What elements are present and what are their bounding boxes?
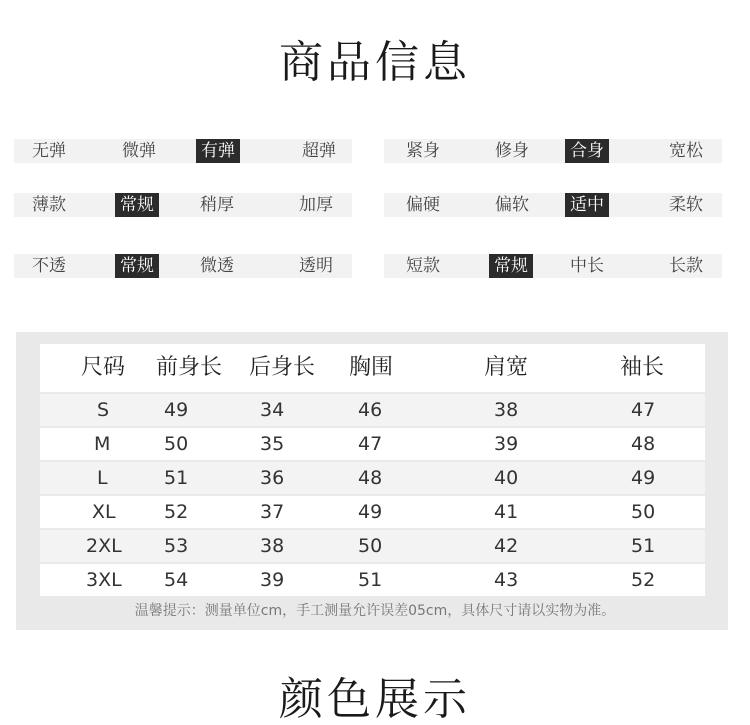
table-row [40, 462, 705, 494]
cell-sleeve: 47 [631, 399, 656, 421]
attr-option: 稍厚 [200, 195, 234, 215]
cell-sleeve: 49 [631, 467, 656, 489]
cell-sleeve: 52 [631, 569, 656, 591]
attr-option: 紧身 [406, 141, 440, 161]
cell-chest: 48 [358, 467, 383, 489]
cell-back-length: 36 [260, 467, 285, 489]
attr-option: 宽松 [669, 141, 703, 161]
attr-option: 薄款 [32, 195, 66, 215]
cell-shoulder: 40 [494, 467, 519, 489]
cell-chest: 51 [358, 569, 383, 591]
table-row [40, 394, 705, 426]
table-row [40, 564, 705, 596]
cell-back-length: 34 [260, 399, 285, 421]
cell-back-length: 39 [260, 569, 285, 591]
cell-shoulder: 38 [494, 399, 519, 421]
cell-size: M [94, 433, 111, 455]
header-shoulder: 肩宽 [484, 355, 529, 380]
table-row [40, 428, 705, 460]
next-section-title: 颜色展示 [279, 674, 471, 725]
cell-chest: 47 [358, 433, 383, 455]
attr-option: 偏软 [495, 195, 529, 215]
cell-size: L [97, 467, 108, 489]
attr-option: 偏硬 [406, 195, 440, 215]
cell-back-length: 37 [260, 501, 285, 523]
length-row [384, 254, 722, 278]
cell-shoulder: 43 [494, 569, 519, 591]
cell-front-length: 52 [164, 501, 189, 523]
cell-sleeve: 51 [631, 535, 656, 557]
size-table-header [40, 344, 705, 392]
header-size: 尺码 [81, 355, 126, 380]
attr-option: 修身 [495, 141, 529, 161]
cell-shoulder: 42 [494, 535, 519, 557]
measurement-note: 温馨提示：测量单位cm，手工测量允许误差05cm，具体尺寸请以实物为准。 [134, 603, 616, 619]
cell-size: XL [92, 501, 116, 523]
cell-chest: 50 [358, 535, 383, 557]
attr-option: 微透 [200, 256, 234, 276]
header-back-length: 后身长 [249, 355, 316, 380]
fit-row [384, 139, 722, 163]
thickness-row [14, 193, 352, 217]
attr-option: 短款 [406, 256, 440, 276]
cell-front-length: 53 [164, 535, 189, 557]
attr-option-selected: 有弹 [196, 139, 240, 163]
attr-option: 中长 [570, 256, 604, 276]
attr-option: 超弹 [302, 141, 336, 161]
cell-back-length: 35 [260, 433, 285, 455]
transparency-row [14, 254, 352, 278]
cell-front-length: 54 [164, 569, 189, 591]
cell-front-length: 49 [164, 399, 189, 421]
cell-sleeve: 50 [631, 501, 656, 523]
cell-size: 3XL [86, 569, 122, 591]
header-sleeve: 袖长 [620, 355, 665, 380]
page-title: 商品信息 [279, 37, 471, 88]
softness-row [384, 193, 722, 217]
header-front-length: 前身长 [156, 355, 223, 380]
cell-front-length: 50 [164, 433, 189, 455]
attr-option-selected: 常规 [115, 193, 159, 217]
attr-option-selected: 合身 [565, 139, 609, 163]
attr-option-selected: 常规 [115, 254, 159, 278]
cell-sleeve: 48 [631, 433, 656, 455]
table-row [40, 530, 705, 562]
attr-option: 加厚 [299, 195, 333, 215]
cell-front-length: 51 [164, 467, 189, 489]
cell-shoulder: 41 [494, 501, 519, 523]
attr-option: 长款 [669, 256, 703, 276]
attr-option: 不透 [32, 256, 66, 276]
cell-chest: 49 [358, 501, 383, 523]
cell-back-length: 38 [260, 535, 285, 557]
cell-chest: 46 [358, 399, 383, 421]
table-row [40, 496, 705, 528]
cell-size: 2XL [86, 535, 122, 557]
attr-option-selected: 常规 [489, 254, 533, 278]
cell-shoulder: 39 [494, 433, 519, 455]
cell-size: S [97, 399, 110, 421]
attr-option: 无弹 [32, 141, 66, 161]
attr-option-selected: 适中 [565, 193, 609, 217]
attr-option: 柔软 [669, 195, 703, 215]
elasticity-row [14, 139, 352, 163]
header-chest: 胸围 [349, 355, 394, 380]
attr-option: 微弹 [122, 141, 156, 161]
attr-option: 透明 [299, 256, 333, 276]
